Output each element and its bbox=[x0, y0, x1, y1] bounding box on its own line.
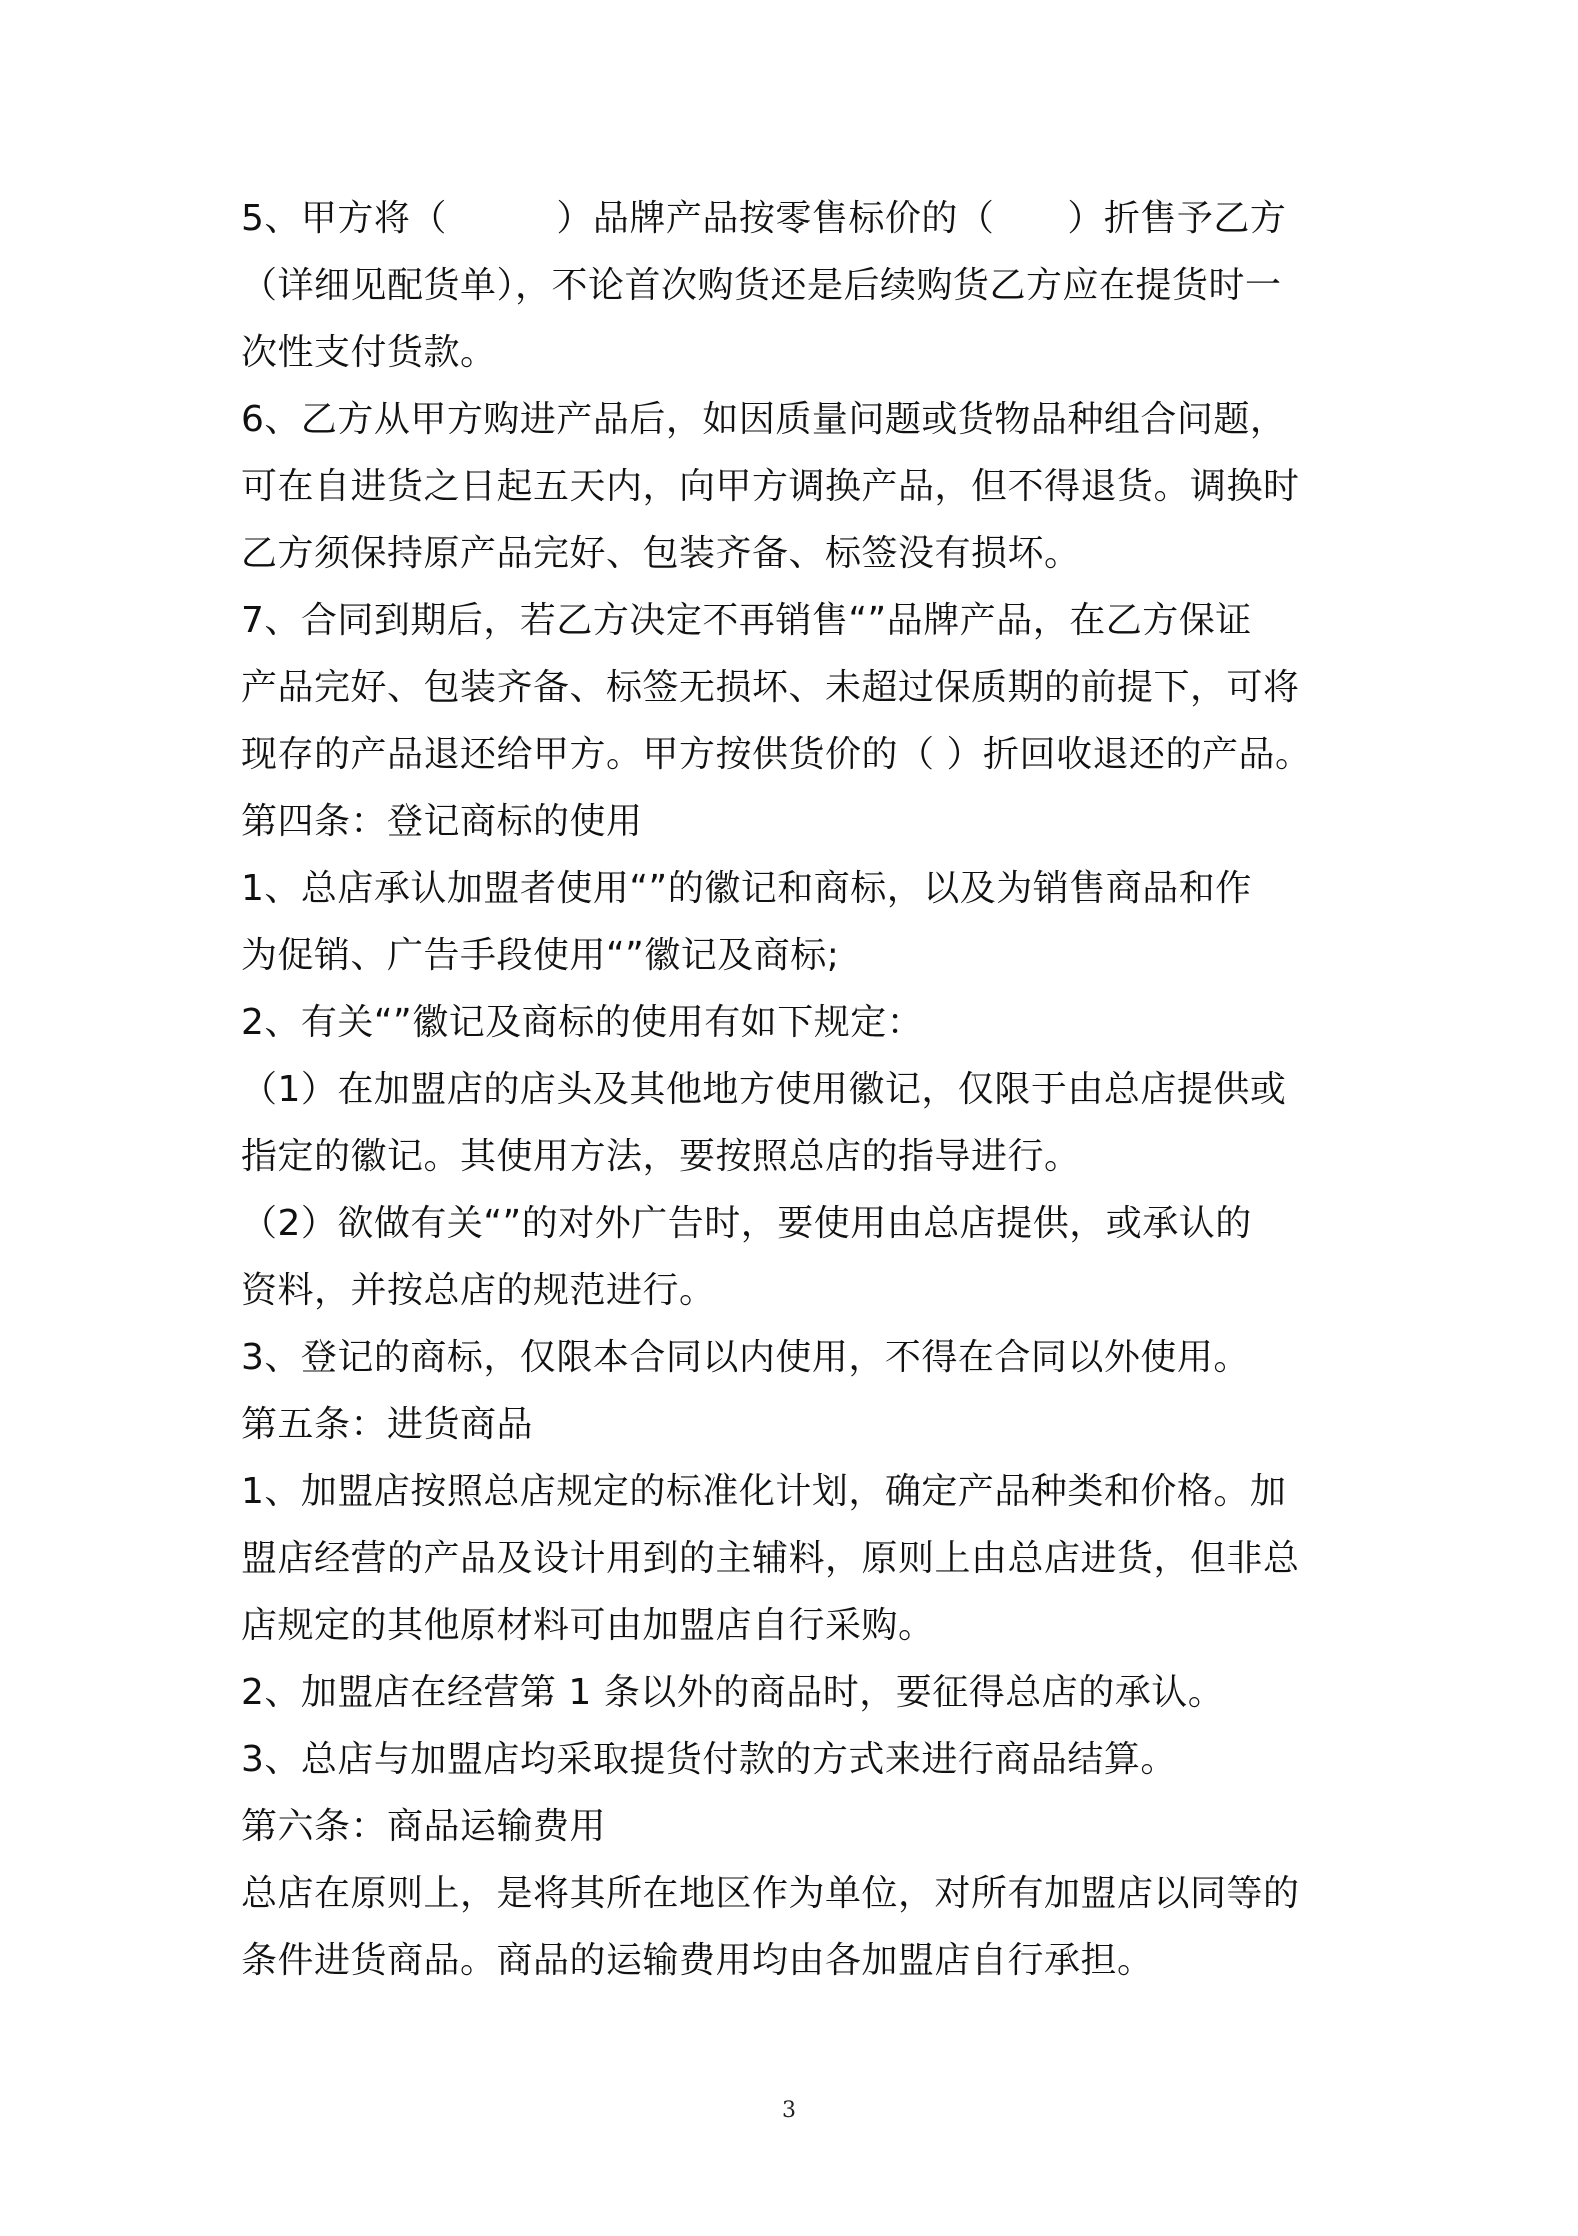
article-4-item-2: 2、有关“”徽记及商标的使用有如下规定： bbox=[241, 1002, 924, 1043]
clause-6-line-1: 6、乙方从甲方购进产品后，如因质量问题或货物品种组合问题， bbox=[241, 399, 1287, 440]
article-4-sub-2-line-2: 资料，并按总店的规范进行。 bbox=[241, 1270, 716, 1311]
clause-7-line-3: 现存的产品退还给甲方。甲方按供货价的（ ）折回收退还的产品。 bbox=[241, 734, 1312, 775]
article-4-item-1-line-1: 1、总店承认加盟者使用“”的徽记和商标，以及为销售商品和作 bbox=[241, 868, 1252, 909]
clause-6-line-2: 可在自进货之日起五天内，向甲方调换产品，但不得退货。调换时 bbox=[241, 466, 1300, 507]
clause-7-line-2: 产品完好、包装齐备、标签无损坏、未超过保质期的前提下，可将 bbox=[241, 667, 1300, 708]
article-5-item-1-line-1: 1、加盟店按照总店规定的标准化计划，确定产品种类和价格。加 bbox=[241, 1471, 1287, 1512]
clause-5-line-3: 次性支付货款。 bbox=[241, 332, 497, 373]
article-4-sub-1-line-2: 指定的徽记。其使用方法，要按照总店的指导进行。 bbox=[241, 1136, 1081, 1177]
article-4-sub-1-line-1: （1）在加盟店的店头及其他地方使用徽记，仅限于由总店提供或 bbox=[241, 1069, 1287, 1110]
article-4-item-3: 3、登记的商标，仅限本合同以内使用，不得在合同以外使用。 bbox=[241, 1337, 1250, 1378]
clause-6-line-3: 乙方须保持原产品完好、包装齐备、标签没有损坏。 bbox=[241, 533, 1081, 574]
article-5-heading: 第五条：进货商品 bbox=[241, 1404, 534, 1445]
article-5-item-3: 3、总店与加盟店均采取提货付款的方式来进行商品结算。 bbox=[241, 1739, 1177, 1780]
document-body bbox=[241, 185, 1361, 1994]
clause-5-line-2: （详细见配货单），不论首次购货还是后续购货乙方应在提货时一 bbox=[241, 265, 1282, 306]
article-6-line-2: 条件进货商品。商品的运输费用均由各加盟店自行承担。 bbox=[241, 1940, 1154, 1981]
article-4-heading: 第四条：登记商标的使用 bbox=[241, 801, 643, 842]
page-number: 3 bbox=[782, 2098, 796, 2123]
article-4-sub-2-line-1: （2）欲做有关“”的对外广告时，要使用由总店提供，或承认的 bbox=[241, 1203, 1252, 1244]
article-5-item-1-line-2: 盟店经营的产品及设计用到的主辅料，原则上由总店进货，但非总 bbox=[241, 1538, 1300, 1579]
clause-7-line-1: 7、合同到期后，若乙方决定不再销售“”品牌产品，在乙方保证 bbox=[241, 600, 1252, 641]
article-6-line-1: 总店在原则上，是将其所在地区作为单位，对所有加盟店以同等的 bbox=[241, 1873, 1300, 1914]
article-5-item-1-line-3: 店规定的其他原材料可由加盟店自行采购。 bbox=[241, 1605, 935, 1646]
article-5-item-2: 2、加盟店在经营第 1 条以外的商品时，要征得总店的承认。 bbox=[241, 1672, 1225, 1713]
clause-5-line-1: 5、甲方将（ ）品牌产品按零售标价的（ ）折售予乙方 bbox=[241, 198, 1287, 239]
article-6-heading: 第六条：商品运输费用 bbox=[241, 1806, 607, 1847]
article-4-item-1-line-2: 为促销、广告手段使用“”徽记及商标; bbox=[241, 935, 840, 976]
